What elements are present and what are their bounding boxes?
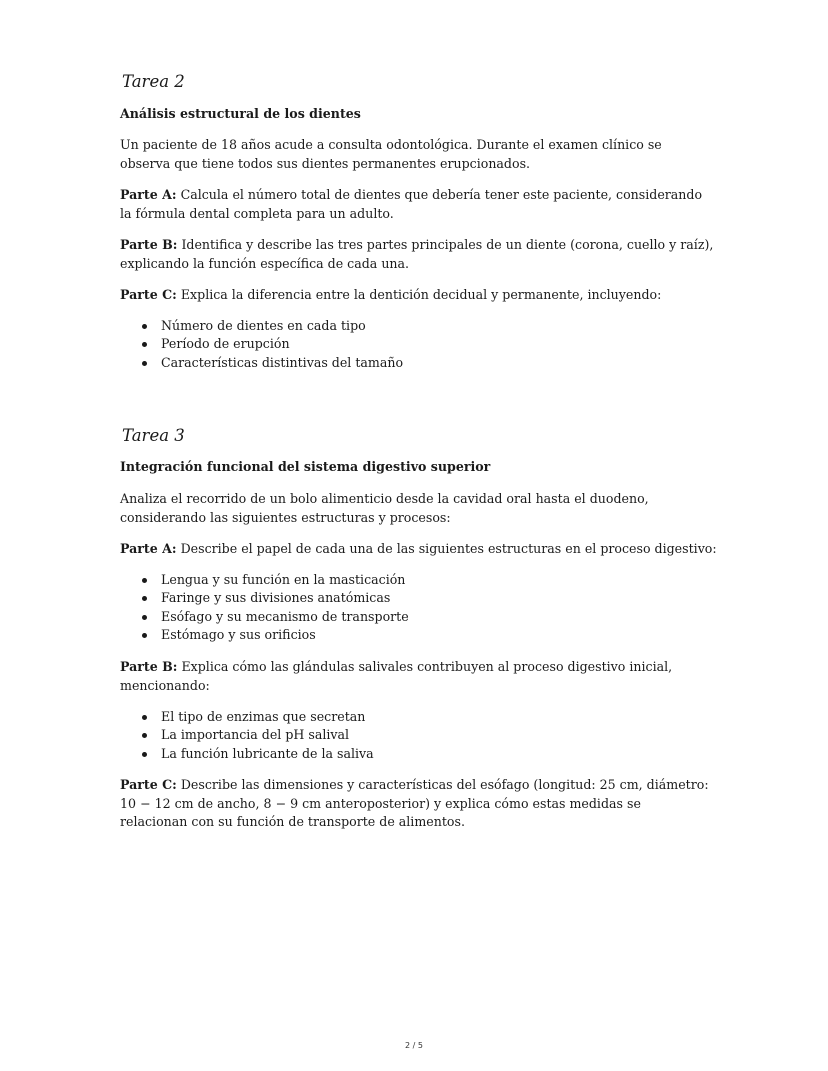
list-item: Faringe y sus divisiones anatómicas xyxy=(140,589,409,607)
task-3-title: Tarea 3 xyxy=(122,426,185,445)
task-3-part-c-line3: relacionan con su función de transporte de alimentos. xyxy=(120,814,465,829)
task-3-part-a xyxy=(120,540,720,559)
task-2-part-b-line1: Identifica y describe las tres partes principales de un diente (corona, cuello y raíz), xyxy=(177,237,714,252)
list-item: La importancia del pH salival xyxy=(140,726,374,744)
task-3-part-c-label: Parte C: xyxy=(120,777,177,792)
task-3-part-a-label: Parte A: xyxy=(120,541,177,556)
task-2-part-c-label: Parte C: xyxy=(120,287,177,302)
task-2-part-b xyxy=(120,236,720,273)
task-3-part-b-line1: Explica cómo las glándulas salivales contribuyen al proceso digestivo inicial, xyxy=(177,659,673,674)
task-3-intro xyxy=(120,490,720,527)
task-3-intro-line2: considerando las siguientes estructuras y procesos: xyxy=(120,509,451,525)
task-2-subtitle: Análisis estructural de los dientes xyxy=(120,106,361,121)
task-3-intro-line1: Analiza el recorrido de un bolo alimenticio desde la cavidad oral hasta el duodeno, xyxy=(120,491,649,506)
task-3-part-c-line1: Describe las dimensiones y características del esófago (longitud: 25 cm, diámetro: xyxy=(176,777,709,792)
list-item: Período de erupción xyxy=(140,335,403,353)
task-3-part-b-line2: mencionando: xyxy=(120,677,210,693)
task-2-part-c-text: Explica la diferencia entre la dentición decidual y permanente, incluyendo: xyxy=(176,287,662,302)
task-2-part-a-line1: Calcula el número total de dientes que debería tener este paciente, considerando xyxy=(176,187,703,202)
task-3-part-c xyxy=(120,776,720,832)
task-2-intro xyxy=(120,136,720,173)
task-2-part-a xyxy=(120,186,720,223)
list-item: Características distintivas del tamaño xyxy=(140,354,403,372)
list-item: Esófago y su mecanismo de transporte xyxy=(140,608,409,626)
task-2-part-a-line2: la fórmula dental completa para un adulto. xyxy=(120,205,394,221)
task-2-title: Tarea 2 xyxy=(122,72,185,91)
list-item: La función lubricante de la saliva xyxy=(140,745,374,763)
task-3-part-b-list xyxy=(140,708,374,763)
task-2-part-c xyxy=(120,286,720,305)
task-3-part-b-label: Parte B: xyxy=(120,659,178,674)
task-3-part-b xyxy=(120,658,720,695)
task-2-intro-line2: observa que tiene todos sus dientes permanentes erupcionados. xyxy=(120,155,531,171)
list-item: Número de dientes en cada tipo xyxy=(140,317,403,335)
page-number: 2 / 5 xyxy=(405,1041,423,1050)
task-3-part-c-line2: 10 − 12 cm de ancho, 8 − 9 cm anteroposterior) y explica cómo estas medidas se xyxy=(120,795,641,811)
task-2-part-a-label: Parte A: xyxy=(120,187,177,202)
task-3-part-a-list xyxy=(140,571,409,644)
list-item: El tipo de enzimas que secretan xyxy=(140,708,374,726)
task-2-part-b-line2: explicando la función específica de cada una. xyxy=(120,255,410,271)
task-2-part-c-list xyxy=(140,317,403,372)
list-item: Lengua y su función en la masticación xyxy=(140,571,409,589)
task-2-part-b-label: Parte B: xyxy=(120,237,178,252)
list-item: Estómago y sus orificios xyxy=(140,626,409,644)
task-3-subtitle: Integración funcional del sistema digestivo superior xyxy=(120,459,491,474)
task-3-part-a-text: Describe el papel de cada una de las siguientes estructuras en el proceso digestivo: xyxy=(176,541,717,556)
task-2-intro-line1: Un paciente de 18 años acude a consulta odontológica. Durante el examen clínico se xyxy=(120,137,662,152)
